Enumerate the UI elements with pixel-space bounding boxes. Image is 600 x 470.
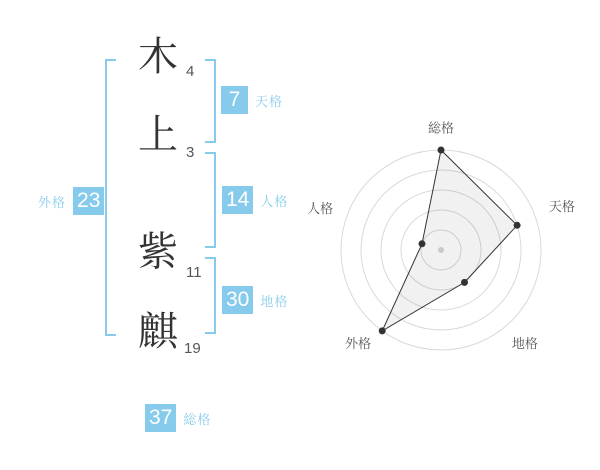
name-character-2: 上 (138, 113, 178, 157)
gaikaku-value-box: 23 (73, 187, 104, 215)
jinkaku-bracket (205, 152, 216, 248)
radar-chart (300, 105, 600, 375)
chikaku-bracket (205, 257, 216, 334)
stroke-count-3: 11 (186, 264, 202, 281)
stroke-count-1: 4 (186, 63, 195, 80)
soukaku-value-box: 37 (145, 404, 176, 432)
gaikaku-bracket (105, 59, 116, 336)
radar-axis-label: 外格 (345, 335, 372, 351)
chikaku-row (222, 286, 288, 314)
name-character-4: 麒 (138, 310, 178, 354)
jinkaku-row (222, 186, 288, 214)
radar-chart-svg (300, 105, 600, 375)
radar-axis-label: 地格 (511, 335, 538, 351)
radar-data-point (438, 147, 445, 154)
soukaku-label: 総格 (183, 411, 212, 427)
soukaku-row (145, 404, 211, 432)
tenkaku-label: 天格 (255, 93, 284, 109)
radar-data-point (461, 279, 468, 286)
jinkaku-label: 人格 (260, 193, 289, 209)
radar-data-point (419, 240, 426, 247)
radar-data-point (379, 327, 386, 334)
gaikaku-label: 外格 (38, 194, 67, 210)
stroke-count-2: 3 (186, 144, 195, 161)
radar-axis-label: 天格 (548, 199, 575, 215)
radar-axis-label: 総格 (427, 120, 455, 136)
gaikaku-row (38, 187, 104, 215)
chikaku-label: 地格 (260, 293, 289, 309)
tenkaku-bracket (205, 59, 216, 143)
tenkaku-row (221, 86, 283, 114)
name-character-1: 木 (138, 35, 178, 79)
radar-axis-label: 人格 (307, 201, 334, 217)
stroke-count-4: 19 (184, 340, 201, 357)
radar-center-dot (438, 247, 444, 253)
name-character-3: 紫 (138, 230, 178, 274)
tenkaku-value-box: 7 (221, 86, 248, 114)
chikaku-value-box: 30 (222, 286, 253, 314)
jinkaku-value-box: 14 (222, 186, 253, 214)
radar-data-point (514, 222, 521, 229)
